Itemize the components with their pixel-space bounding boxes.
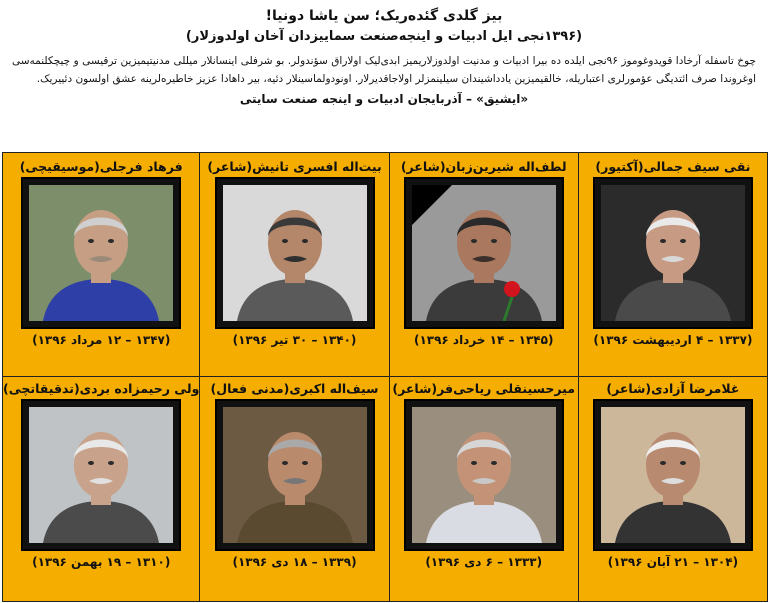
person-name: سیف‌اله اکبری(مدنی فعال)	[210, 381, 379, 396]
portrait-icon	[601, 407, 745, 543]
portrait-photo	[593, 399, 753, 551]
life-dates: (۱۳۳۹ – ۱۸ دی ۱۳۹۶)	[232, 555, 357, 569]
memorial-grid	[2, 152, 768, 602]
portrait-icon	[29, 407, 173, 543]
portrait-photo	[404, 399, 564, 551]
portrait-icon	[223, 407, 367, 543]
person-card	[199, 153, 388, 377]
portrait-icon	[412, 407, 556, 543]
person-card	[578, 153, 767, 377]
portrait-photo	[593, 177, 753, 329]
person-name: فرهاد فرجلی(موسیقیچی)	[19, 159, 183, 174]
person-name: میرحسینقلی ریاحی‌فر(شاعر)	[392, 381, 575, 396]
person-card	[389, 377, 578, 601]
person-name: غلامرضا آزادی(شاعر)	[606, 381, 740, 396]
life-dates: (۱۳۱۰ – ۱۹ بهمن ۱۳۹۶)	[32, 555, 171, 569]
person-card	[3, 153, 199, 377]
subheadline: (۱۳۹۶نجی ایل ادبیات و اینجه‌صنعت سماییزدان آخان اولدوزلار)	[185, 29, 583, 44]
portrait-photo	[215, 177, 375, 329]
portrait-photo	[21, 399, 181, 551]
life-dates: (۱۳۰۴ – ۲۱ آبان ۱۳۹۶)	[607, 555, 739, 569]
portrait-icon	[412, 185, 556, 321]
portrait-icon	[601, 185, 745, 321]
person-name: نقی سیف جمالی(آکتیور)	[595, 159, 751, 174]
person-name: بیت‌اله افسری تانیش(شاعر)	[207, 159, 382, 174]
life-dates: (۱۳۴۰ – ۳۰ تیر ۱۳۹۶)	[232, 333, 357, 347]
intro-paragraph: چوخ تاسفله آرخادا قویدوغوموز ۹۶نجی ایلده ده بیرا ادبیات و مدنیت اولدوزلاریمیز ابدی‌لیک اولاراق سؤندولر. بو شرفلی اینسانلار میللی مدنیتیمیزین ترقیسی و چیچکلنمه‌سی اوغروندا صرف ائتدیگی عؤمورلری اعتباریله، خالقیمیزین یادداشیندان سیلینمزلر اولاجاقدیرلار. اونودولماسینلار دئیه، بیر داهادا عزیز خاطیره‌لرینه عشق اولسون دئییریک.	[12, 55, 756, 85]
portrait-photo	[21, 177, 181, 329]
portrait-icon	[29, 185, 173, 321]
portrait-photo	[404, 177, 564, 329]
headline: بیز گلدی گئده‌ریک؛ سن یاشا دونیا!	[265, 8, 503, 24]
person-card	[199, 377, 388, 601]
person-card	[3, 377, 199, 601]
life-dates: (۱۳۳۷ – ۴ اردیبهشت ۱۳۹۶)	[593, 333, 753, 347]
person-name: لطف‌اله شیرین‌زبان(شاعر)	[400, 159, 567, 174]
portrait-icon	[223, 185, 367, 321]
life-dates: (۱۳۳۳ – ۶ دی ۱۳۹۶)	[425, 555, 543, 569]
person-card	[389, 153, 578, 377]
portrait-photo	[215, 399, 375, 551]
person-card	[578, 377, 767, 601]
life-dates: (۱۳۴۷ – ۱۲ مرداد ۱۳۹۶)	[32, 333, 171, 347]
header	[0, 0, 768, 150]
life-dates: (۱۳۴۵ – ۱۴ خرداد ۱۳۹۶)	[413, 333, 554, 347]
source-line: «ایشیق» – آذربایجان ادبیات و اینجه صنعت سایتی	[239, 92, 529, 106]
person-name: ولی رحیمزاده بردی(تدقیقاتچی)	[3, 381, 200, 396]
